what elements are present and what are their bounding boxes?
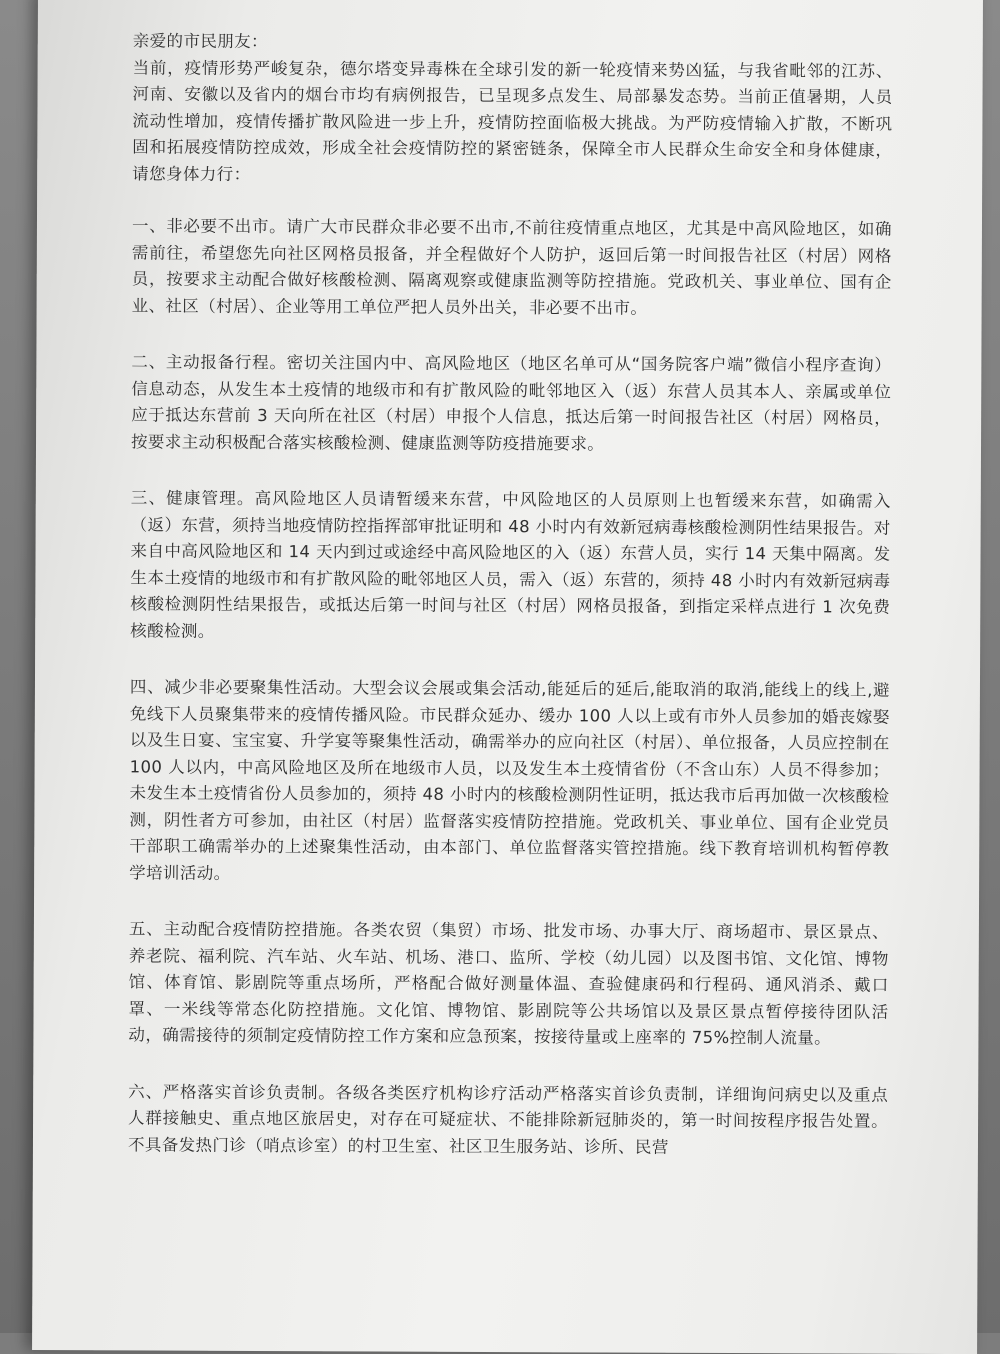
paragraph-6: 六、严格落实首诊负责制。各级各类医疗机构诊疗活动严格落实首诊负责制，详细询问病史以及重点人群接触史、重点地区旅居史，对存在可疑症状、不能排除新冠肺炎的，第一时间按程序报告处置。不具备发热门诊（哨点诊室）的村卫生室、社区卫生服务站、诊所、民营	[127, 1081, 889, 1157]
greeting: 亲爱的市民朋友：	[132, 31, 269, 52]
paragraph-4: 四、减少非必要聚集性活动。大型会议会展或集会活动,能延后的延后,能取消的取消,能线上的线上,避免线下人员聚集带来的疫情传播风险。市民群众延办、缓办 100 人以上或有市外人员参加的婚丧嫁娶以及生日宴、宝宝宴、升学宴等聚集性活动，确需举办的应向社区（村居）、单位报备，人员应控制在 100 人以内，中高风险地区及所在地级市人员，以及发生本土疫情省份（不含山东）人员不得参加；未发生本土疫情省份人员参加的，须持 48 小时内的核酸检测阴性证明，抵达我市后再加做一次核酸检测，阴性者方可参加，由社区（村居）监督落实疫情防控措施。党政机关、事业单位、国有企业党员干部职工确需举办的上述聚集性活动，由本部门、单位监督落实管控措施。线下教育培训机构暂停教学培训活动。	[129, 677, 890, 883]
paper-sheet	[32, 0, 983, 1354]
paragraph-1: 一、非必要不出市。请广大市民群众非必要不出市,不前往疫情重点地区，尤其是中高风险地区，如确需前往，希望您先向社区网格员报备，并全程做好个人防护，返回后第一时间报告社区（村居）网格员，按要求主动配合做好核酸检测、隔离观察或健康监测等防控措施。党政机关、事业单位、国有企业、社区（村居）、企业等用工单位严把人员外出关，非必要不出市。	[131, 216, 893, 318]
paragraph-5: 五、主动配合疫情防控措施。各类农贸（集贸）市场、批发市场、办事大厅、商场超市、景区景点、养老院、福利院、汽车站、火车站、机场、港口、监所、学校（幼儿园）以及图书馆、文化馆、博物馆、体育馆、影剧院等重点场所，严格配合做好测量体温、查验健康码和行程码、通风消杀、戴口罩、一米线等常态化防控措施。文化馆、博物馆、影剧院等公共场馆以及景区景点暂停接待团队活动，确需接待的须制定疫情防控工作方案和应急预案，按接待量或上座率的 75%控制人流量。	[128, 919, 889, 1048]
notice-text	[128, 28, 893, 1161]
paragraph-2: 二、主动报备行程。密切关注国内中、高风险地区（地区名单可从“国务院客户端”微信小程序查询）信息动态，从发生本土疫情的地级市和有扩散风险的毗邻地区入（返）东营人员其本人、亲属或单位应于抵达东营前 3 天向所在社区（村居）申报个人信息，抵达后第一时间报告社区（村居）网格员，按要求主动积极配合落实核酸检测、健康监测等防疫措施要求。	[130, 352, 892, 453]
paragraph-3: 三、健康管理。高风险地区人员请暂缓来东营，中风险地区的人员原则上也暂缓来东营，如确需入（返）东营，须持当地疫情防控指挥部审批证明和 48 小时内有效新冠病毒核酸检测阴性结果报告。对来自中高风险地区和 14 天内到过或途经中高风险地区的入（返）东营人员，实行 14 天集中隔离。发生本土疫情的地级市和有扩散风险的毗邻地区人员，需入（返）东营的，须持 48 小时内有效新冠病毒核酸检测阴性结果报告，或抵达后第一时间与社区（村居）网格员报备，到指定采样点进行 1 次免费核酸检测。	[130, 488, 891, 641]
intro-paragraph: 当前，疫情形势严峻复杂，德尔塔变异毒株在全球引发的新一轮疫情来势凶猛，与我省毗邻的江苏、河南、安徽以及省内的烟台市均有病例报告，已呈现多点发生、局部暴发态势。当前正值暑期，人员流动性增加，疫情传播扩散风险进一步上升，疫情防控面临极大挑战。为严防疫情输入扩散，不断巩固和拓展疫情防控成效，形成全社会疫情防控的紧密链条，保障全市人民群众生命安全和身体健康，请您身体力行：	[132, 57, 893, 184]
